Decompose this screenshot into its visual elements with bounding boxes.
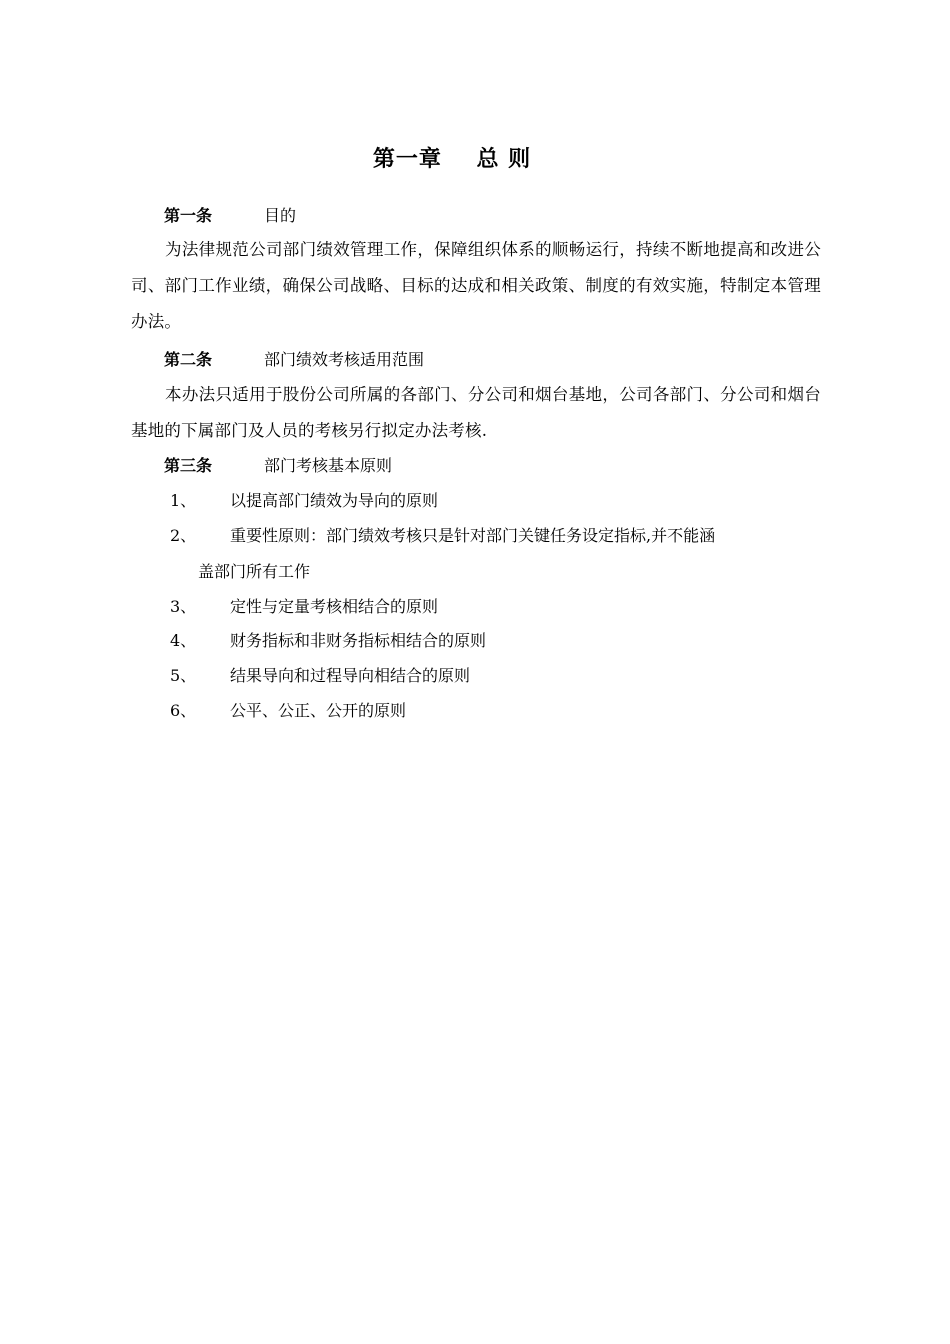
- article-title: 部门绩效考核适用范围: [264, 350, 425, 369]
- principle-item-5: [170, 666, 470, 686]
- list-text: 财务指标和非财务指标相结合的原则: [230, 631, 487, 650]
- list-text: 结果导向和过程导向相结合的原则: [230, 666, 471, 685]
- list-text: 重要性原则：部门绩效考核只是针对部门关键任务设定指标,并不能涵: [230, 526, 716, 545]
- principle-item-2: [170, 526, 715, 546]
- principle-item-2-continuation: 盖部门所有工作: [198, 562, 311, 581]
- list-index: 1、: [170, 491, 197, 510]
- principle-item-3: [170, 597, 438, 617]
- list-index: 3、: [170, 597, 197, 616]
- list-text: 定性与定量考核相结合的原则: [230, 597, 439, 616]
- article-2-body: 本办法只适用于股份公司所属的各部门、分公司和烟台基地，公司各部门、分公司和烟台基地的下属部门及人员的考核另行拟定办法考核.: [131, 385, 821, 440]
- article-title: 目的: [264, 206, 297, 225]
- list-index: 2、: [170, 526, 197, 545]
- list-text: 以提高部门绩效为导向的原则: [230, 491, 439, 510]
- article-2-heading: [164, 350, 424, 370]
- list-index: 6、: [170, 701, 197, 720]
- chapter-title: 第一章 总 则: [372, 147, 532, 172]
- list-index: 4、: [170, 631, 197, 650]
- article-number: 第二条: [164, 350, 213, 369]
- list-text: 公平、公正、公开的原则: [230, 701, 407, 720]
- principle-item-4: [170, 631, 486, 651]
- article-1-heading: [164, 206, 296, 226]
- principle-item-1: [170, 491, 438, 511]
- principle-item-6: [170, 701, 406, 721]
- article-number: 第一条: [164, 206, 213, 225]
- article-title: 部门考核基本原则: [264, 456, 393, 475]
- article-1-body: 为法律规范公司部门绩效管理工作，保障组织体系的顺畅运行，持续不断地提高和改进公司、部门工作业绩，确保公司战略、目标的达成和相关政策、制度的有效实施，特制定本管理办法。: [131, 240, 821, 331]
- list-index: 5、: [170, 666, 197, 685]
- article-number: 第三条: [164, 456, 213, 475]
- article-3-heading: [164, 456, 392, 476]
